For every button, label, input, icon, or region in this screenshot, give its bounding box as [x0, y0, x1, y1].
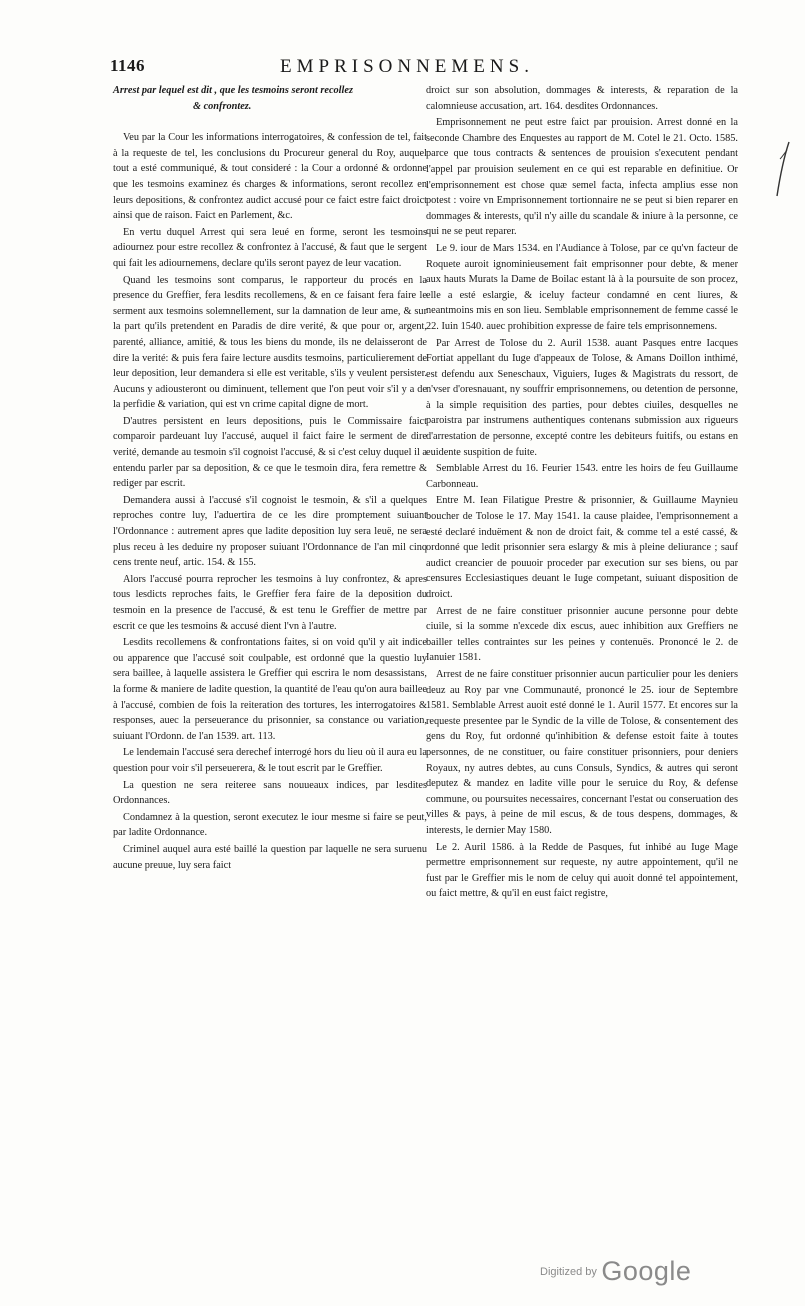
page-number: 1146	[110, 56, 146, 75]
paragraph: Demandera aussi à l'accusé s'il cognoist le tesmoin, & s'il a quelques reproches contre luy, l'aduertira de ce les dire promptement suiuant l'Ordonnance : autrement apres que ladite deposition luy sera leuë, ne sera plus receu à les deduire ny proposer suiuant l'Ordonnance de l'an mil cinq cens trente neuf, artic. 154. & 155.	[113, 494, 427, 569]
paragraph: D'autres persistent en leurs depositions, puis le Commissaire faict comparoir pardeuant luy l'accusé, auquel il faict faire le serment de dire verité, demande au tesmoin s'il cognoist l'accusé, & si c'est celuy duquel il a entendu parler par sa deposition, & ce que le tesmoin dira, fera remettre & rediger par escrit.	[113, 415, 427, 490]
paragraph: Emprisonnement ne peut estre faict par prouision. Arrest donné en la seconde Chambre des Enquestes au rapport de M. Cotel le 21. Octo. 1585. parce que tous contracts & sentences de prouision s'executent pendant l'appel par prouision seulement en ce qui est reparable en definitiue. Or l'emprisonnement est chose quæ semel facta, infecta amplius esse non potest : voire vn Emprisonnement tortionnaire ne se peut si bien reparer en dommages & interests, qu'il n'y aille du scandale & iniure à la personne, ce qui ne se peut reparer.	[426, 117, 738, 238]
paragraph: Semblable Arrest du 16. Feurier 1543. entre les hoirs de feu Guillaume Carbonneau.	[426, 463, 738, 490]
digitized-by-label: Digitized by	[540, 1266, 597, 1278]
paragraph: Entre M. Iean Filatigue Prestre & prisonnier, & Guillaume Maynieu boucher de Tolose le 17. May 1541. la cause plaidee, l'emprisonnement a esté declaré induëment & non de droict fait, & comme tel a esté cassé, & ordonné que ledit prisonnier sera eslargy & mis à pleine deliurance ; sauf audict creancier de pouuoir proceder par execution sur ses biens, ou par censures Ecclesiastiques deuant le Iuge competant, suiuant disposition de droict.	[426, 495, 738, 600]
paragraph: Veu par la Cour les informations interrogatoires, & confession de tel, fait à la requeste de tel, les conclusions du Procureur general du Roy, auquel tout a esté communiqué, & tout consideré : la Cour a ordonné & ordonne que les tesmoins examinez és charges & informations, seront recollez en leurs depositions, & confrontez audict accusé pour ce faict estre faict droict ainsi que de raison. Faict en Parlement, &c.	[113, 132, 427, 222]
paragraph: Lesdits recollemens & confrontations faites, si on void qu'il y ait indice ou apparence que l'accusé soit coulpable, est ordonné que la questio luy sera baillee, à laquelle assistera le Greffier qui escrira le nom desassistans, la forme & maniere de ladite question, la quantité de l'eau qu'on aura baillee à l'accusé, combien de fois la reiteration des tortures, les interrogatoires & responses, auec la perseuerance du prisonnier, sa constance ou variation, suiuant l'Ordonn. de l'an 1539. art. 113.	[113, 637, 427, 742]
margin-pen-mark	[774, 140, 792, 198]
paragraph: Arrest de ne faire constituer prisonnier aucune personne pour debte ciuile, si la somme n'excede dix escus, auec inhibition aux Greffiers ne bailler telles contraintes sur les peines y contenuës. Prononcé le 2. de Ianuier 1581.	[426, 605, 738, 664]
paragraph: Alors l'accusé pourra reprocher les tesmoins à luy confrontez, & apres tous lesdicts reproches faits, le Greffier fera faire de la deposition du tesmoin en la presence de l'accusé, & est tenu le Greffier de mettre par escrit ce que les tesmoins & accusé dient l'vn à l'autre.	[113, 573, 427, 632]
paragraph: Condamnez à la question, seront executez le iour mesme si faire se peut, par ladite Ordonnance.	[113, 811, 427, 839]
paragraph: Le 9. iour de Mars 1534. en l'Audiance à Tolose, par ce qu'vn facteur de Roquete auroit ignominieusement fait emprisonner pour debte, & mener aux hauts Murats la Dame de Boilac estant là à la poursuite de son procez, elle a esté eslargie, & iceluy facteur condamné en cent liures, & neantmoins mis en son lieu. Semblable emprisonnement de femme cassé le 22. Iuin 1540. auec prohibition expresse de faire tels emprisonnemens.	[426, 242, 738, 332]
paragraph: En vertu duquel Arrest qui sera leué en forme, seront les tesmoins adiournez pour estre recollez & confrontez à l'accusé, & faut que le sergent qui fait les adiournemens, declare qu'ils seront payez de leur vacation.	[113, 226, 427, 269]
google-wordmark: Google	[601, 1256, 692, 1286]
heading-line-2: & confrontez.	[193, 100, 252, 112]
paragraph: Quand les tesmoins sont comparus, le rapporteur du procés en la presence du Greffier, fera lesdits recollemens, & en ce faisant fera faire le serment aux tesmoins solemnellement, sur la damnation de leur ame, & sur la part qu'ils pretendent en Paradis de dire verité, & que pour or, argent, parenté, alliance, amitié, & tous les biens du monde, ils ne delaisseront de dire la verité: & puis fera faire lecture ausdits tesmoins, particulierement de leur deposition, leur demandera si elle est veritable, s'ils y veulent persister. Aucuns y adiousteront ou diminuent, tellement que l'on peut voir s'il y a de la perfidie & variation, qui est vn crime capital digne de mort.	[113, 274, 427, 411]
right-column	[426, 83, 738, 903]
left-column	[113, 83, 427, 874]
paragraph: La question ne sera reiteree sans nouueaux indices, par lesdites Ordonnances.	[113, 779, 427, 807]
heading-line-1: Arrest par lequel est dit , que les tesmoins seront recollez	[113, 85, 353, 96]
paragraph: Par Arrest de Tolose du 2. Auril 1538. auant Pasques entre Iacques Fortiat appellant du Iuge d'appeaux de Tolose, & Amans Doillon inthimé, est defendu aux Seneschaux, Viguiers, Iuges & Magistrats du ressort, de n'vser d'oresnauant, ny souffrir emprisonnemens, ou detention de personne, à la simple requisition des parties, pour debtes ciuiles, desquelles ne paroistra par instrumens authentiques contenans submission aux rigueurs d'arrestation de personne, excepté contre les debiteurs fuitifs, ou estans en euidente suspition de fuite.	[426, 337, 738, 458]
paragraph: Arrest de ne faire constituer prisonnier aucun particulier pour les deniers deuz au Roy par vne Communauté, prononcé le 25. iour de Septembre 1581. Semblable Arrest auoit esté donné le 1. Auril 1577. Et encores sur la requeste presentee par le Syndic de la ville de Tolose, & consentement des gens du Roy, fut ordonné qu'inhibition & defense estoit faite à toutes personnes, de ne constituer, ou faire constituer prisonniers, pour deniers Royaux, ny autres debtes, au cuns Consuls, Syndics, & autres qui seront deputez & mandez en ladite ville pour le seruice du Roy, & defense commune, ou poursuites necessaires, concernant l'estat ou conseruation des villes & pays, à peine de mil escus, & de tous despens, dommages, & interests, le dernier May 1580.	[426, 668, 738, 836]
continued-paragraph: droict sur son absolution, dommages & interests, & reparation de la calomnieuse accusation, art. 164. desdites Ordonnances.	[426, 85, 738, 112]
digitized-by-google-watermark	[540, 1256, 691, 1287]
paragraph: Le lendemain l'accusé sera derechef interrogé hors du lieu où il aura eu la question pour voir s'il perseuerera, & le tout escrit par le Greffier.	[113, 747, 427, 774]
paragraph: Criminel auquel aura esté baillé la question par laquelle ne sera suruenu aucune preuue, luy sera faict	[113, 843, 427, 871]
page-header	[100, 56, 740, 80]
paragraph: Le 2. Auril 1586. à la Redde de Pasques, fut inhibé au Iuge Mage permettre emprisonnement sur requeste, ny autre appointement, qu'il ne fust par le Greffier mis le nom de celuy qui auoit donné tel appointement, ou faict mettre, & qu'il en eust faict registre,	[426, 841, 738, 900]
running-title: EMPRISONNEMENS.	[280, 56, 534, 77]
arrest-heading	[113, 83, 427, 114]
